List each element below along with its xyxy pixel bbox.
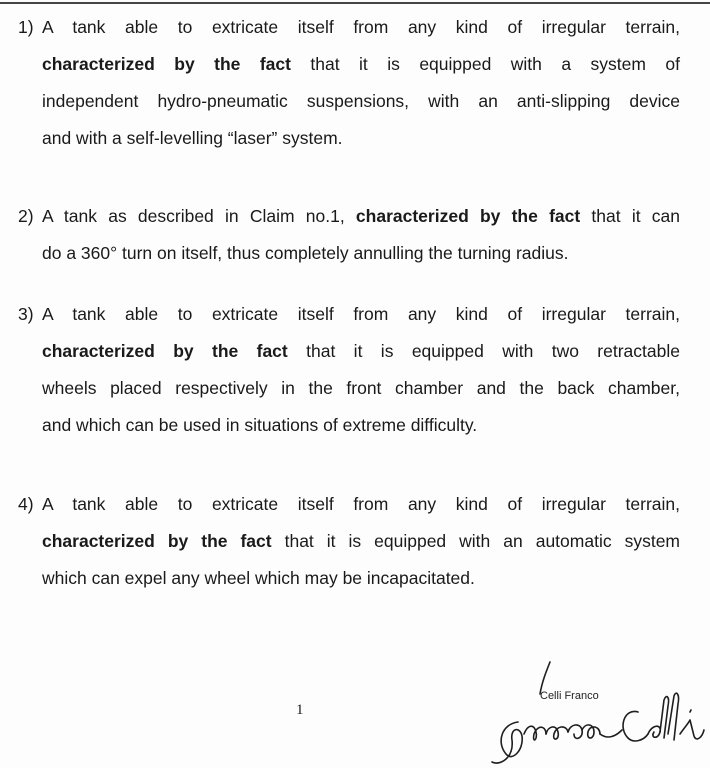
claim-line: characterized by the fact that it is equipped with a system of <box>42 54 680 74</box>
claim-line: characterized by the fact that it is equipped with an automatic system <box>42 531 681 551</box>
claim-4 <box>18 486 680 597</box>
claim-line: and with a self-levelling “laser” system. <box>42 128 343 148</box>
claim-number: 1) <box>18 17 34 37</box>
claim-number: 3) <box>18 304 34 324</box>
claim-1 <box>18 9 680 157</box>
claim-line: and which can be used in situations of extreme difficulty. <box>42 415 478 435</box>
signature-name: Celli Franco <box>540 690 599 702</box>
top-border-line <box>0 2 710 4</box>
claim-line: which can expel any wheel which may be incapacitated. <box>42 568 475 588</box>
claim-line: A tank able to extricate itself from any kind of irregular terrain, <box>42 494 680 514</box>
claim-line: A tank able to extricate itself from any kind of irregular terrain, <box>42 17 680 37</box>
claim-line: wheels placed respectively in the front chamber and the back chamber, <box>42 378 680 398</box>
claim-line: A tank able to extricate itself from any kind of irregular terrain, <box>42 304 680 324</box>
claim-number: 4) <box>18 494 34 514</box>
handwritten-signature <box>488 650 710 768</box>
claim-line: do a 360° turn on itself, thus completely annulling the turning radius. <box>42 243 569 263</box>
page-number: 1 <box>296 702 304 718</box>
claim-line: characterized by the fact that it is equipped with two retractable <box>42 341 680 361</box>
claim-2 <box>18 198 680 272</box>
claim-line: independent hydro-pneumatic suspensions, with an anti-slipping device <box>42 91 680 111</box>
claim-line: A tank as described in Claim no.1, characterized by the fact that it can <box>42 206 681 226</box>
claim-number: 2) <box>18 206 34 226</box>
claim-3 <box>18 296 680 444</box>
